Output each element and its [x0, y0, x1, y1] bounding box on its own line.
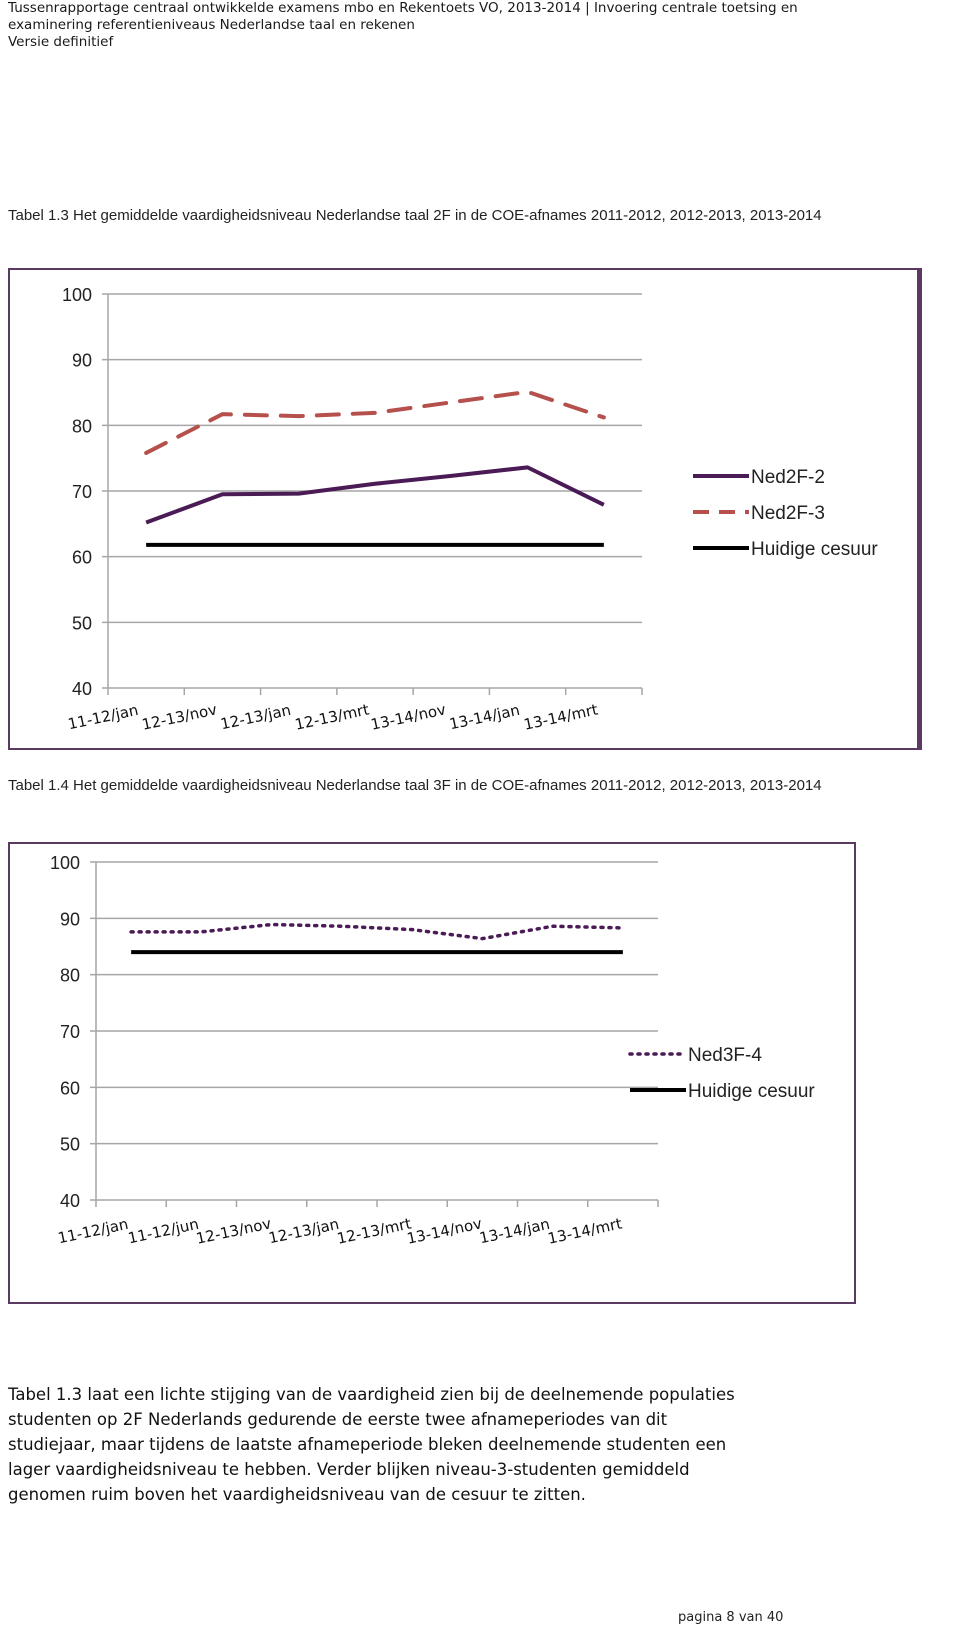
x-tick-label: 12-13/nov [194, 1214, 273, 1248]
y-tick-label: 50 [71, 613, 92, 634]
legend-label: Ned3F-4 [688, 1045, 762, 1066]
x-tick-label: 11-12/jan [66, 700, 140, 734]
legend-label: Huidige cesuur [688, 1081, 815, 1102]
chart-2f-svg [10, 270, 924, 752]
y-tick-label: 70 [71, 482, 92, 502]
body-line: studenten op 2F Nederlands gedurende de eerste twee afnameperiodes van dit [8, 1410, 668, 1429]
document-header [8, 0, 798, 51]
x-tick-label: 13-14/jan [447, 700, 522, 734]
y-tick-label: 60 [71, 547, 92, 568]
x-tick-label: 12-13/jan [218, 700, 293, 734]
y-tick-label: 80 [59, 965, 80, 986]
legend-label: Ned2F-2 [751, 467, 825, 488]
chart-3f [8, 842, 856, 1304]
body-line: lager vaardigheidsniveau te hebben. Verder blijken niveau-3-studenten gemiddeld [8, 1460, 690, 1479]
body-line: Tabel 1.3 laat een lichte stijging van de vaardigheid zien bij de deelnemende populaties [8, 1385, 735, 1404]
x-tick-label: 12-13/nov [140, 700, 219, 734]
series-line-ned2f-3 [146, 392, 604, 453]
body-paragraph [8, 1382, 868, 1507]
x-tick-label: 12-13/jan [266, 1214, 341, 1248]
x-tick-label: 11-12/jun [126, 1214, 201, 1248]
series-line-ned2f-2 [146, 467, 604, 522]
legend-label: Ned2F-3 [751, 503, 825, 524]
table-caption-2: Tabel 1.4 Het gemiddelde vaardigheidsniveau Nederlandse taal 3F in de COE-afnames 2011-2012, 2012-2013, 2013-2014 [8, 777, 822, 794]
page-number: pagina 8 van 40 [678, 1610, 784, 1625]
x-tick-label: 11-12/jan [56, 1214, 130, 1248]
y-tick-label: 100 [49, 853, 80, 873]
x-tick-label: 13-14/nov [369, 700, 448, 734]
x-tick-label: 13-14/jan [477, 1214, 552, 1248]
y-tick-label: 90 [71, 350, 92, 371]
legend-label: Huidige cesuur [751, 539, 878, 560]
x-tick-label: 12-13/mrt [335, 1214, 413, 1248]
chart-3f-svg [10, 844, 858, 1306]
y-tick-label: 80 [71, 416, 92, 437]
table-caption-1: Tabel 1.3 Het gemiddelde vaardigheidsniveau Nederlandse taal 2F in de COE-afnames 2011-2012, 2012-2013, 2013-2014 [8, 207, 822, 224]
y-tick-label: 40 [59, 1191, 80, 1211]
x-tick-label: 13-14/mrt [522, 700, 600, 734]
series-line-ned3f-4 [131, 925, 623, 939]
x-tick-label: 12-13/mrt [293, 700, 371, 734]
body-line: studiejaar, maar tijdens de laatste afnameperiode bleken deelnemende studenten een [8, 1435, 727, 1454]
y-tick-label: 70 [59, 1022, 80, 1042]
x-tick-label: 13-14/mrt [546, 1214, 624, 1248]
y-tick-label: 50 [59, 1134, 80, 1155]
chart-2f [8, 268, 922, 750]
y-tick-label: 60 [59, 1078, 80, 1099]
body-line: genomen ruim boven het vaardigheidsniveau van de cesuur te zitten. [8, 1485, 586, 1504]
header-line: Tussenrapportage centraal ontwikkelde examens mbo en Rekentoets VO, 2013-2014 | Invoering centrale toetsing en [8, 0, 798, 16]
y-tick-label: 90 [59, 909, 80, 930]
x-tick-label: 13-14/nov [405, 1214, 484, 1248]
header-line: Versie definitief [8, 34, 114, 50]
y-tick-label: 40 [71, 679, 92, 699]
header-line: examinering referentieniveaus Nederlandse taal en rekenen [8, 17, 415, 33]
y-tick-label: 100 [61, 285, 92, 305]
